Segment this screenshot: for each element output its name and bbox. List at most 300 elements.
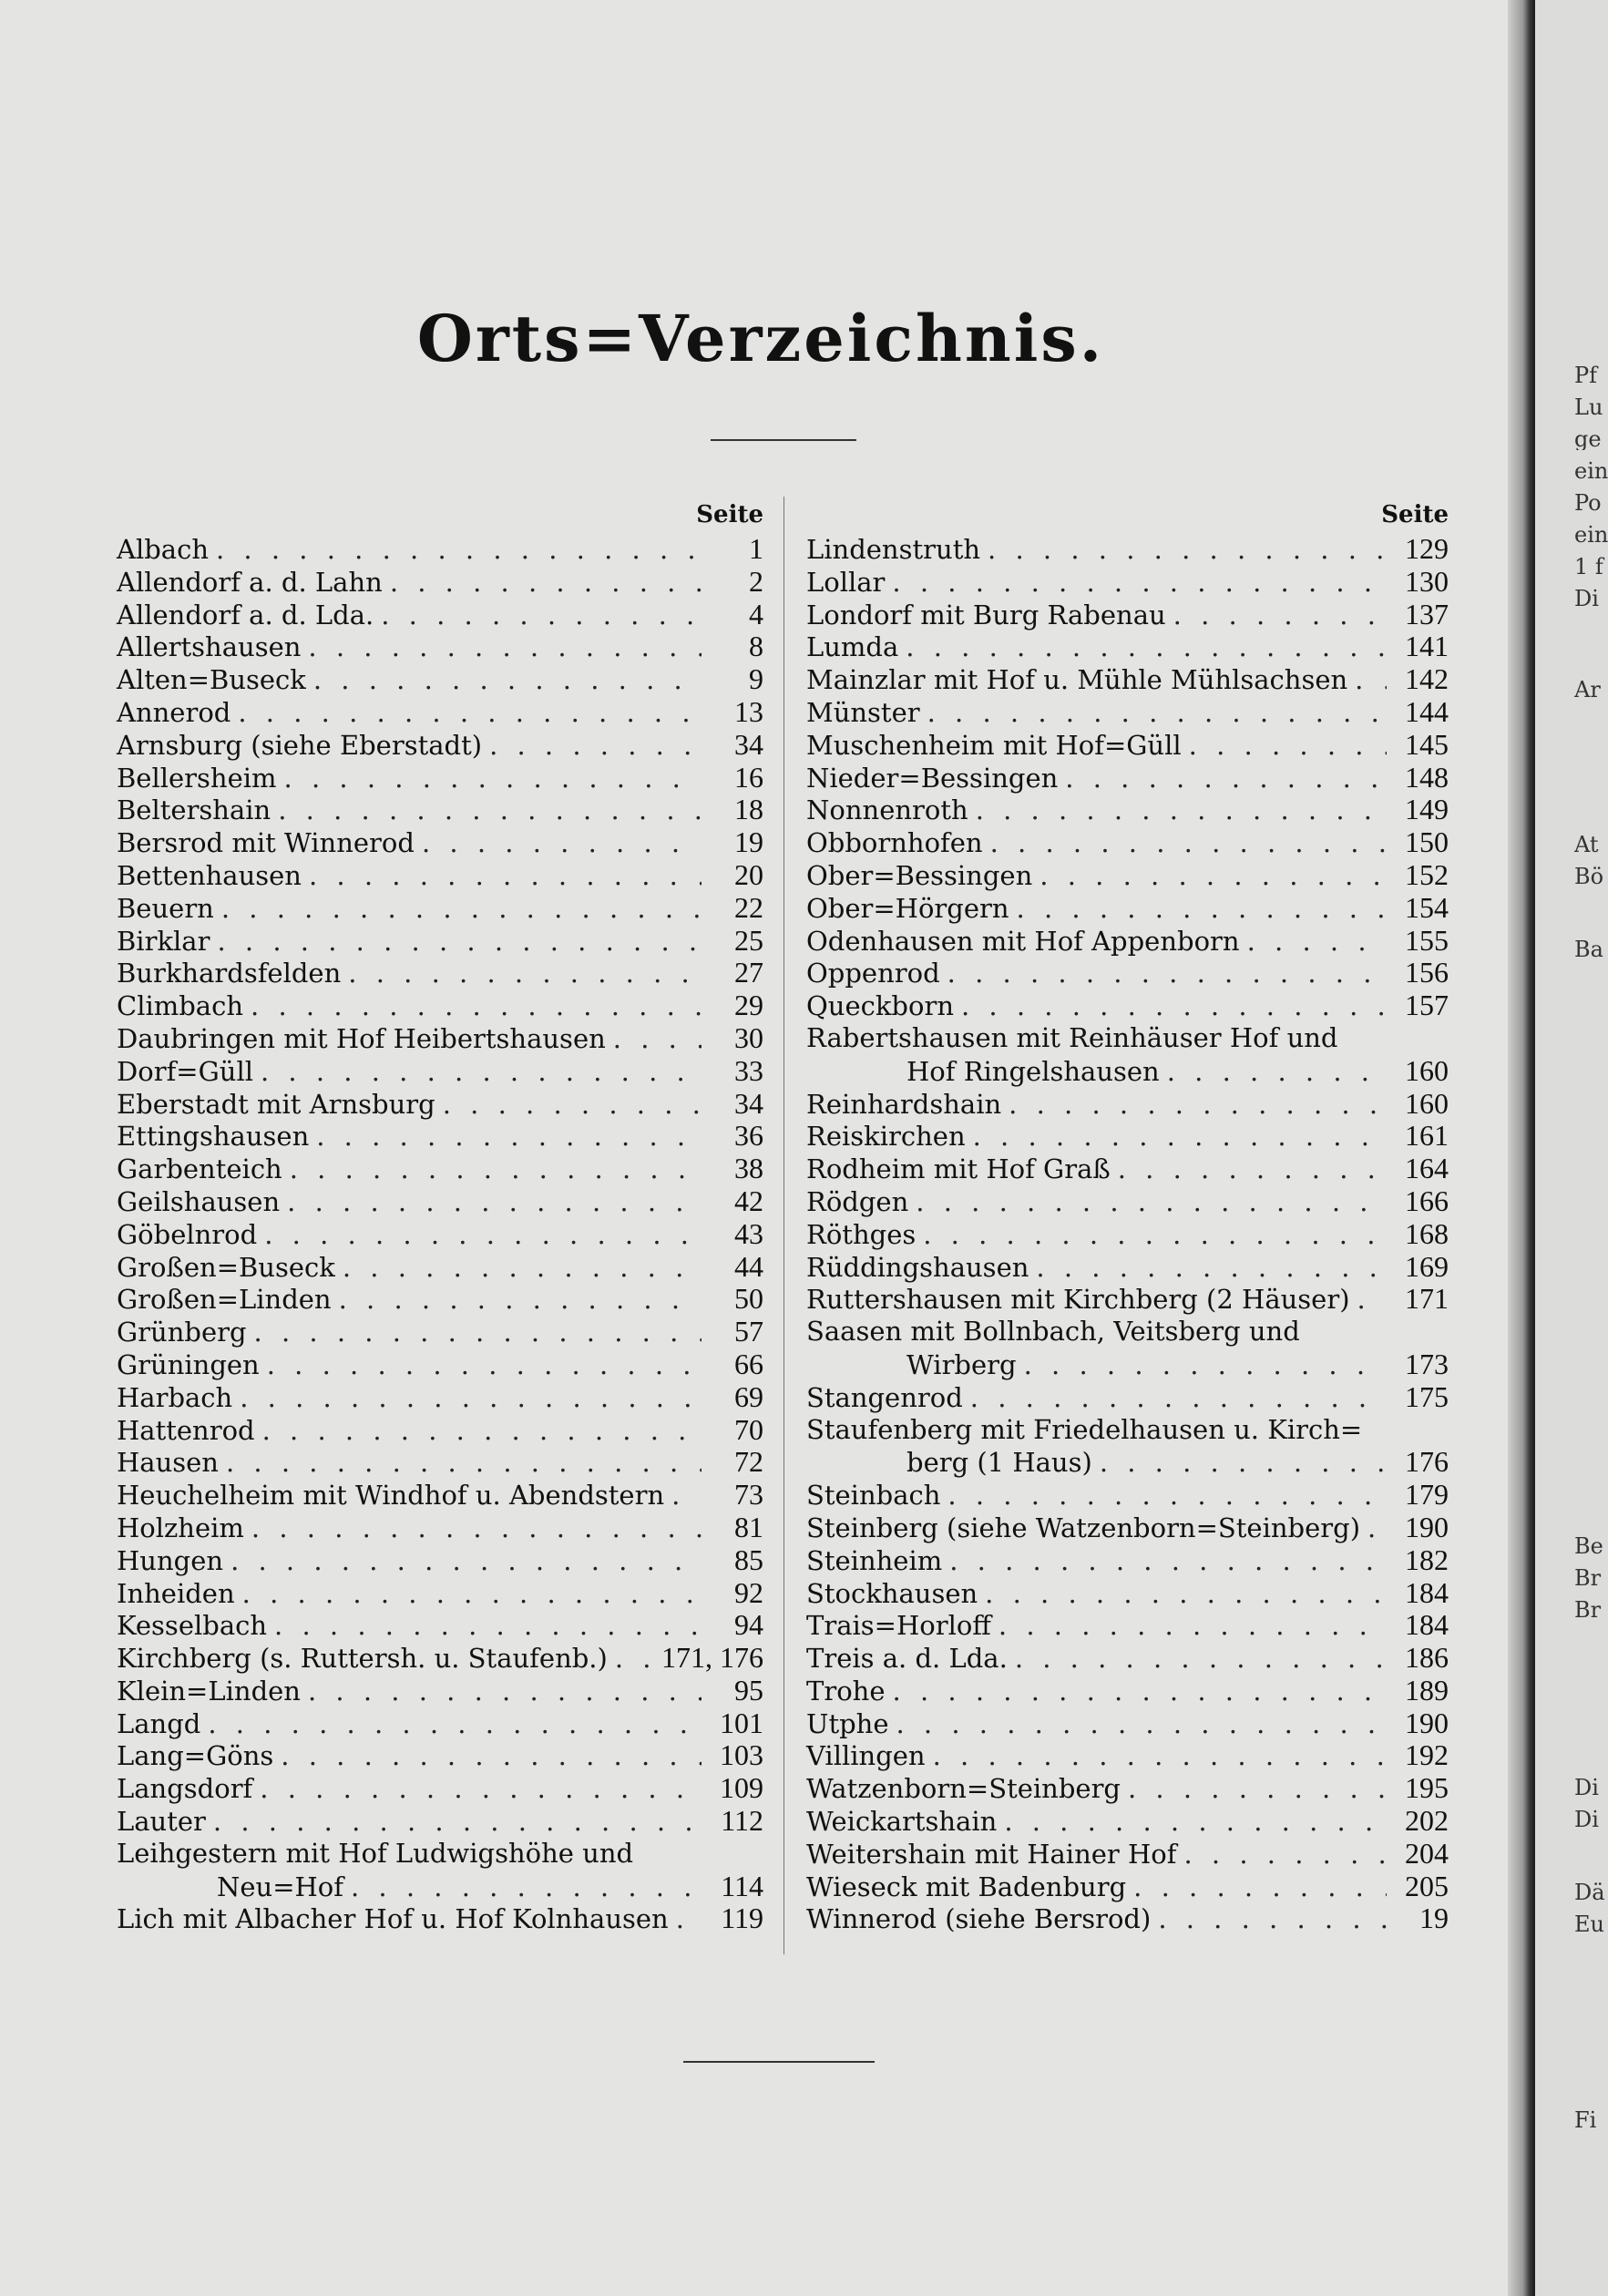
dot-leader: [947, 958, 1387, 990]
page-number: 57: [734, 1315, 763, 1348]
dot-leader: [251, 1512, 702, 1545]
dot-leader: [970, 1382, 1387, 1415]
place-name: Mainzlar mit Hof u. Mühle Mühlsachsen: [806, 664, 1348, 696]
dot-leader: [1100, 1447, 1387, 1480]
index-entry: [806, 1088, 1449, 1121]
page-number: 145: [1405, 727, 1449, 761]
index-column-left: [117, 497, 763, 1935]
index-entry: [117, 892, 763, 925]
dot-leader: [254, 1317, 702, 1349]
index-entry: [117, 533, 763, 566]
place-name: Eberstadt mit Arnsburg: [117, 1088, 435, 1120]
dot-leader: [949, 1545, 1387, 1578]
page-number: 175: [1405, 1379, 1449, 1413]
page-title: Orts=Verzeichnis.: [416, 301, 1105, 376]
page-number: 149: [1405, 793, 1449, 826]
place-name: Reinhardshain: [806, 1088, 1002, 1120]
place-name: Neu=Hof: [217, 1871, 343, 1902]
adjacent-page-fragment: Eu: [1574, 1913, 1604, 1935]
page-number: 176: [1405, 1445, 1449, 1479]
page-number: 166: [1405, 1184, 1449, 1217]
place-name: Wieseck mit Badenburg: [806, 1871, 1127, 1902]
page-number: 34: [734, 727, 763, 761]
dot-leader: [274, 1610, 702, 1643]
place-name: Kirchberg (s. Ruttersh. u. Staufenb.): [117, 1643, 608, 1675]
place-name: Odenhausen mit Hof Appenborn: [806, 925, 1240, 957]
dot-leader: [290, 1153, 702, 1186]
page-number: 43: [734, 1216, 763, 1250]
index-entry: [806, 1805, 1449, 1838]
index-entry: [806, 1153, 1449, 1185]
place-name: Inheiden: [117, 1577, 235, 1609]
dot-leader: [1015, 1643, 1387, 1676]
adjacent-page-fragment: Ar: [1574, 679, 1601, 701]
index-entry: [806, 1577, 1449, 1610]
index-entry: [117, 1512, 763, 1544]
page-number: 19: [734, 825, 763, 859]
place-name: Steinbach: [806, 1480, 941, 1512]
page-number: 73: [734, 1478, 763, 1512]
place-name: Langd: [117, 1707, 201, 1739]
dot-leader: [348, 958, 702, 990]
index-entry: [806, 989, 1449, 1022]
dot-leader: [262, 1415, 702, 1448]
adjacent-page-fragment: Ba: [1574, 938, 1603, 960]
place-name: Kesselbach: [117, 1610, 268, 1642]
dot-leader: [916, 1186, 1387, 1219]
dot-leader: [1036, 1252, 1387, 1285]
dot-leader: [1189, 730, 1387, 763]
adjacent-page-fragment: At: [1574, 834, 1599, 856]
index-entry: [806, 1479, 1449, 1512]
place-name: Bersrod mit Winnerod: [117, 827, 415, 859]
dot-leader: [613, 1023, 702, 1056]
dot-leader: [242, 1578, 702, 1611]
dot-leader: [892, 567, 1387, 600]
index-entry: [117, 989, 763, 1022]
index-entry: [117, 1088, 763, 1121]
index-entry: [117, 1120, 763, 1153]
place-name: Allertshausen: [117, 631, 302, 663]
index-entry: [117, 1642, 763, 1675]
dot-leader: [316, 1121, 702, 1153]
page-number: 42: [734, 1184, 763, 1217]
dot-leader: [1024, 1349, 1387, 1382]
place-name: Harbach: [117, 1381, 233, 1413]
page-number: 22: [734, 890, 763, 924]
page-number: 94: [734, 1608, 763, 1642]
index-entry: [117, 663, 763, 696]
index-entry: [117, 859, 763, 892]
index-entry: [117, 599, 763, 631]
page-number: 186: [1405, 1641, 1449, 1675]
index-entry: [806, 1446, 1449, 1479]
page-number: 66: [734, 1347, 763, 1380]
place-name: Nieder=Bessingen: [806, 762, 1059, 794]
index-entry: [806, 794, 1449, 826]
index-entry: [806, 762, 1449, 794]
index-entry: [806, 566, 1449, 599]
page-number: 184: [1405, 1575, 1449, 1609]
index-entry: [117, 1414, 763, 1447]
place-name: Steinheim: [806, 1544, 943, 1576]
page-number: 44: [734, 1249, 763, 1283]
place-name: Münster: [806, 696, 920, 728]
place-name: berg (1 Haus): [906, 1447, 1092, 1479]
place-name: Rodheim mit Hof Graß: [806, 1153, 1111, 1185]
page-number: 38: [734, 1152, 763, 1185]
dot-leader: [947, 1480, 1387, 1512]
dot-leader: [390, 567, 702, 600]
dot-leader: [676, 1903, 702, 1936]
place-name: Arnsburg (siehe Eberstadt): [117, 729, 483, 761]
place-name: Saasen mit Bollnbach, Veitsberg und: [806, 1316, 1300, 1348]
dot-leader: [893, 1676, 1387, 1708]
dot-leader: [339, 1284, 702, 1317]
index-entry: [806, 1871, 1449, 1903]
index-entry: [806, 1642, 1449, 1675]
adjacent-page-fragment: 1 f: [1574, 556, 1603, 578]
page-number: 70: [734, 1412, 763, 1446]
page-number: 29: [734, 989, 763, 1022]
place-name: Allendorf a. d. Lahn: [117, 566, 383, 598]
place-name: Grüningen: [117, 1348, 260, 1380]
place-name: Stangenrod: [806, 1381, 963, 1413]
dot-leader: [988, 534, 1387, 567]
page-number: 20: [734, 857, 763, 891]
dot-leader: [615, 1643, 654, 1676]
place-name: Rödgen: [806, 1185, 909, 1217]
dot-leader: [264, 1219, 702, 1252]
place-name: Trohe: [806, 1675, 886, 1707]
dot-leader: [985, 1578, 1387, 1611]
place-name: Grünberg: [117, 1317, 247, 1348]
page-number: 184: [1405, 1608, 1449, 1642]
place-name: Winnerod (siehe Bersrod): [806, 1903, 1152, 1935]
dot-leader: [208, 1708, 702, 1741]
index-entry: [806, 1902, 1449, 1935]
book-gutter: [1508, 0, 1535, 2296]
dot-leader: [267, 1349, 702, 1382]
place-name: Alten=Buseck: [117, 664, 306, 696]
place-name: Beltershain: [117, 794, 271, 826]
place-name: Stockhausen: [806, 1577, 978, 1609]
page-number: 179: [1405, 1478, 1449, 1512]
page-number: 190: [1405, 1706, 1449, 1739]
dot-leader: [990, 827, 1387, 860]
dot-leader: [313, 664, 702, 697]
page-number: 114: [721, 1869, 763, 1902]
index-entry: [806, 533, 1449, 566]
index-entry: [117, 1316, 763, 1348]
index-entry: [806, 1739, 1449, 1772]
page-number: 2: [749, 564, 763, 598]
place-name: Röthges: [806, 1218, 917, 1250]
page-number: 18: [734, 793, 763, 826]
index-entry: [117, 925, 763, 958]
index-entry: [117, 1902, 763, 1935]
place-name: Wirberg: [906, 1348, 1017, 1380]
dot-leader: [308, 631, 702, 664]
adjacent-page-fragment: Fi: [1574, 2109, 1597, 2131]
page-number: 4: [749, 597, 763, 630]
place-name: Villingen: [806, 1740, 926, 1772]
index-entry: [806, 1055, 1449, 1088]
page-column-header: Seite: [696, 501, 763, 528]
page-number: 204: [1405, 1836, 1449, 1870]
page-number: 160: [1405, 1053, 1449, 1087]
place-name: Dorf=Güll: [117, 1055, 253, 1087]
index-entry: [806, 1120, 1449, 1153]
place-name: Londorf mit Burg Rabenau: [806, 599, 1166, 630]
page-number: 1: [749, 532, 763, 565]
page-number: 161: [1405, 1119, 1449, 1153]
place-name: Hungen: [117, 1544, 224, 1576]
page-number: 205: [1405, 1869, 1449, 1902]
dot-leader: [1040, 860, 1387, 893]
adjacent-page-fragment: Po: [1574, 492, 1602, 514]
dot-leader: [343, 1252, 702, 1285]
place-name: Großen=Buseck: [117, 1251, 335, 1283]
place-name: Nonnenroth: [806, 794, 968, 826]
dot-leader: [381, 600, 702, 632]
title-divider: [711, 439, 856, 441]
page-number: 50: [734, 1282, 763, 1316]
place-name: Leihgestern mit Hof Ludwigshöhe und: [117, 1837, 634, 1869]
bottom-divider: [683, 2061, 875, 2063]
index-entry: [806, 1414, 1449, 1447]
index-entry: [117, 1707, 763, 1740]
dot-leader: [1118, 1153, 1387, 1186]
adjacent-page-fragment: ge: [1574, 428, 1602, 450]
place-name: Climbach: [117, 990, 244, 1022]
dot-leader: [1357, 1284, 1387, 1317]
page-number: 101: [720, 1706, 763, 1739]
page-number: 182: [1405, 1543, 1449, 1576]
dot-leader: [976, 794, 1387, 827]
page-number: 189: [1405, 1673, 1449, 1707]
index-entry: [117, 1479, 763, 1512]
page-number: 195: [1405, 1771, 1449, 1805]
place-name: Holzheim: [117, 1512, 244, 1543]
page-number: 202: [1405, 1804, 1449, 1838]
index-entry: [806, 663, 1449, 696]
index-entry: [806, 1185, 1449, 1218]
page-number: 142: [1405, 662, 1449, 696]
place-name: Trais=Horloff: [806, 1610, 991, 1642]
page-number: 152: [1405, 857, 1449, 891]
index-entry: [117, 1022, 763, 1055]
page-number: 112: [721, 1804, 763, 1838]
page-number: 168: [1405, 1216, 1449, 1250]
dot-leader: [961, 990, 1387, 1023]
index-entry: [117, 1251, 763, 1284]
dot-leader: [1065, 763, 1387, 795]
place-name: Hausen: [117, 1447, 219, 1479]
page-number: 154: [1405, 890, 1449, 924]
dot-leader: [308, 1676, 702, 1708]
dot-leader: [1173, 600, 1387, 632]
index-entry: [117, 762, 763, 794]
dot-leader: [351, 1871, 702, 1904]
dot-leader: [1367, 1512, 1387, 1545]
adjacent-page-fragment: Dä: [1574, 1881, 1605, 1903]
index-entry: [117, 1055, 763, 1088]
dot-leader: [226, 1447, 702, 1480]
place-name: Bellersheim: [117, 762, 277, 794]
index-entry: [806, 729, 1449, 762]
index-entry: [806, 1675, 1449, 1707]
place-name: Klein=Linden: [117, 1675, 301, 1707]
adjacent-page-fragment: Br: [1574, 1567, 1602, 1589]
index-entry: [117, 1838, 763, 1871]
page-number: 169: [1405, 1249, 1449, 1283]
page-number: 92: [734, 1575, 763, 1609]
index-entry: [117, 1185, 763, 1218]
dot-leader: [1355, 664, 1387, 697]
index-entry: [806, 1512, 1449, 1544]
adjacent-page-fragment: Di: [1574, 1777, 1599, 1799]
dot-leader: [923, 1219, 1387, 1252]
page-number: 27: [734, 956, 763, 989]
place-name: Burkhardsfelden: [117, 958, 342, 989]
dot-leader: [1133, 1871, 1387, 1904]
page-number: 157: [1405, 989, 1449, 1022]
dot-leader: [1158, 1903, 1387, 1936]
dot-leader: [1009, 1089, 1387, 1122]
dot-leader: [281, 1740, 702, 1773]
place-name: Watzenborn=Steinberg: [806, 1773, 1121, 1805]
dot-leader: [1167, 1056, 1387, 1089]
page-number: 150: [1405, 825, 1449, 859]
index-entry: [117, 1283, 763, 1316]
index-entry: [117, 1805, 763, 1838]
index-entry: [806, 1022, 1449, 1055]
page-number: 85: [734, 1543, 763, 1576]
page-number: 69: [734, 1379, 763, 1413]
page-number: 16: [734, 760, 763, 794]
dot-leader: [221, 893, 702, 926]
index-entry: [806, 1348, 1449, 1381]
page-number: 190: [1405, 1510, 1449, 1543]
page-number: 103: [720, 1738, 763, 1772]
page-number: 36: [734, 1119, 763, 1153]
index-entry: [117, 1577, 763, 1610]
place-name: Geilshausen: [117, 1185, 281, 1217]
index-entry: [117, 696, 763, 729]
place-name: Weitershain mit Hainer Hof: [806, 1838, 1177, 1870]
place-name: Heuchelheim mit Windhof u. Abendstern: [117, 1480, 665, 1512]
adjacent-page-fragment: Pf: [1574, 364, 1598, 386]
page-column-header: Seite: [1381, 501, 1449, 528]
dot-leader: [260, 1773, 702, 1806]
index-entry: [117, 1609, 763, 1642]
place-name: Reiskirchen: [806, 1121, 966, 1153]
adjacent-page-fragment: Br: [1574, 1599, 1602, 1621]
index-entry: [806, 925, 1449, 958]
page-number: 148: [1405, 760, 1449, 794]
place-name: Ober=Bessingen: [806, 859, 1033, 891]
page-number: 109: [720, 1771, 763, 1805]
place-name: Lindenstruth: [806, 534, 981, 565]
page-number: 72: [734, 1445, 763, 1479]
dot-leader: [261, 1056, 702, 1089]
place-name: Ober=Hörgern: [806, 892, 1009, 924]
dot-leader: [278, 794, 702, 827]
index-entry: [806, 1544, 1449, 1577]
dot-leader: [489, 730, 702, 763]
page-number: 8: [749, 630, 763, 663]
dot-leader: [1183, 1839, 1387, 1871]
adjacent-page-fragment: Di: [1574, 1809, 1599, 1830]
dot-leader: [443, 1089, 702, 1122]
index-entry: [806, 1381, 1449, 1414]
place-name: Ruttershausen mit Kirchberg (2 Häuser): [806, 1284, 1350, 1316]
place-name: Beuern: [117, 892, 214, 924]
index-entry: [117, 1871, 763, 1903]
index-entry: [117, 729, 763, 762]
adjacent-page-fragment: Di: [1574, 588, 1599, 610]
page-number: 171: [1405, 1282, 1449, 1316]
place-name: Birklar: [117, 925, 210, 957]
page-number: 33: [734, 1053, 763, 1087]
index-entry: [117, 1772, 763, 1805]
index-entry: [806, 1316, 1449, 1348]
adjacent-page-fragment: ein: [1574, 460, 1608, 482]
page-number: 164: [1405, 1152, 1449, 1185]
page-number: 160: [1405, 1086, 1449, 1120]
place-name: Rabertshausen mit Reinhäuser Hof und: [806, 1021, 1338, 1053]
dot-leader: [217, 926, 702, 958]
index-entry: [117, 1544, 763, 1577]
adjacent-page-fragment: Lu: [1574, 396, 1603, 418]
index-entry: [117, 1446, 763, 1479]
page-number: 171, 176: [661, 1641, 763, 1675]
place-name: Hof Ringelshausen: [906, 1055, 1160, 1087]
place-name: Utphe: [806, 1707, 889, 1739]
index-entry: [117, 1739, 763, 1772]
dot-leader: [251, 990, 702, 1023]
place-name: Staufenberg mit Friedelhausen u. Kirch=: [806, 1413, 1363, 1445]
index-entry: [806, 1218, 1449, 1251]
page-number: 81: [734, 1510, 763, 1543]
page-number: 30: [734, 1020, 763, 1054]
index-entry: [806, 1772, 1449, 1805]
index-entry: [117, 794, 763, 826]
index-entry: [117, 1153, 763, 1185]
page-number: 9: [749, 662, 763, 696]
index-entry: [806, 826, 1449, 859]
place-name: Treis a. d. Lda.: [806, 1643, 1008, 1675]
index-entry: [806, 1283, 1449, 1316]
place-name: Annerod: [117, 696, 231, 728]
page-number: 156: [1405, 956, 1449, 989]
adjacent-page-edge: [1535, 0, 1608, 2296]
index-entry: [117, 1675, 763, 1707]
place-name: Weickartshain: [806, 1806, 998, 1838]
place-name: Lang=Göns: [117, 1740, 274, 1772]
dot-leader: [906, 631, 1387, 664]
dot-leader: [238, 697, 702, 730]
dot-leader: [999, 1610, 1387, 1643]
dot-leader: [973, 1121, 1387, 1153]
adjacent-page-fragment: Bö: [1574, 866, 1604, 887]
index-entry: [806, 859, 1449, 892]
place-name: Hattenrod: [117, 1414, 255, 1446]
index-entry: [117, 1381, 763, 1414]
index-entry: [806, 1609, 1449, 1642]
page-number: 13: [734, 694, 763, 728]
